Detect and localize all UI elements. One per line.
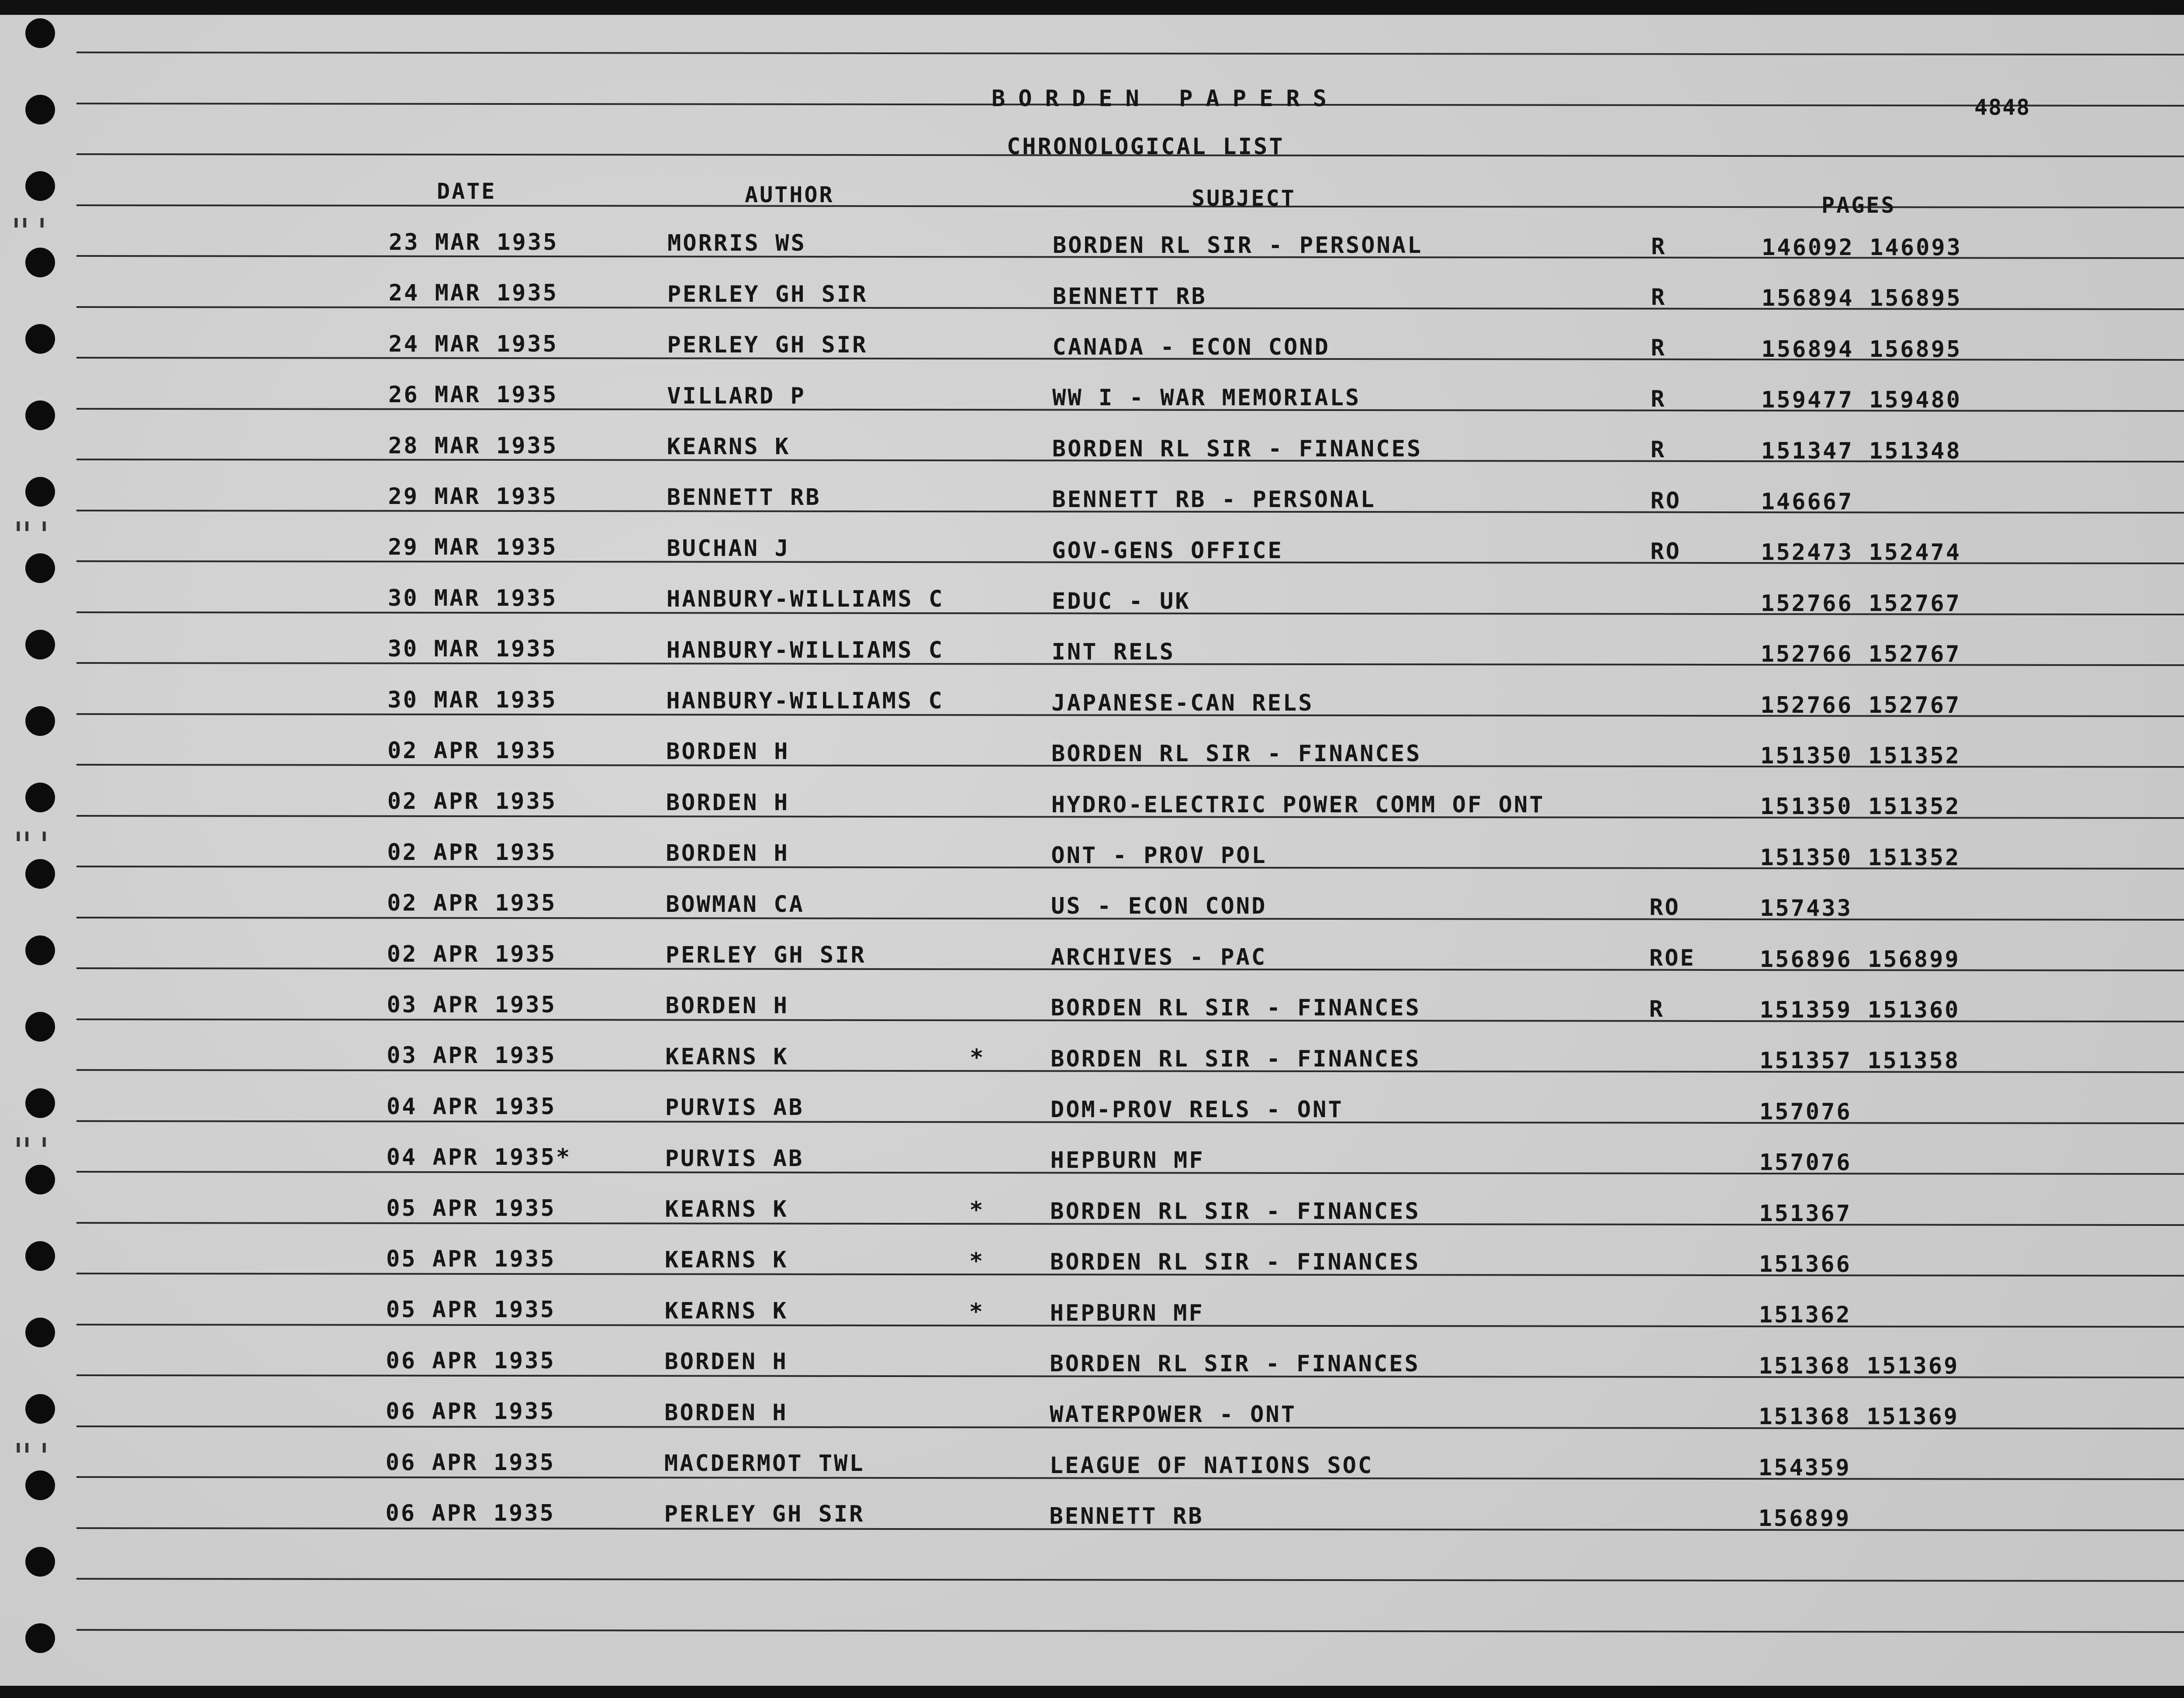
cell-code: RO xyxy=(1649,894,1680,921)
ruled-line xyxy=(76,52,2184,55)
feed-hole-icon xyxy=(25,400,55,430)
cell-pages: 151368 151369 xyxy=(1759,1404,1959,1430)
margin-mark: ıı ı xyxy=(15,1131,50,1151)
page-title: BORDEN PAPERS xyxy=(992,86,1340,112)
cell-subject: WATERPOWER - ONT xyxy=(1050,1401,1296,1428)
cell-pages: 159477 159480 xyxy=(1761,387,1962,414)
cell-code: R xyxy=(1650,437,1666,463)
cell-date: 06 APR 1935 xyxy=(385,1449,556,1476)
cell-author: PERLEY GH SIR xyxy=(665,942,866,968)
feed-hole-icon xyxy=(25,1394,55,1424)
column-header-date: DATE xyxy=(437,179,497,204)
cell-subject: HYDRO-ELECTRIC POWER COMM OF ONT xyxy=(1051,791,1545,818)
cell-subject: INT RELS xyxy=(1051,639,1175,666)
list-subtitle: CHRONOLOGICAL LIST xyxy=(1007,134,1285,160)
cell-subject: ARCHIVES - PAC xyxy=(1051,944,1267,970)
cell-flag: * xyxy=(969,1299,985,1325)
cell-subject: GOV-GENS OFFICE xyxy=(1052,537,1283,564)
cell-subject: BENNETT RB - PERSONAL xyxy=(1052,487,1376,513)
cell-author: PURVIS AB xyxy=(665,1145,804,1172)
cell-author: HANBURY-WILLIAMS C xyxy=(666,586,944,613)
cell-date: 29 MAR 1935 xyxy=(388,483,558,510)
cell-subject: BENNETT RB xyxy=(1049,1503,1204,1530)
cell-date: 05 APR 1935 xyxy=(386,1195,556,1222)
cell-code: R xyxy=(1649,996,1665,1022)
cell-pages: 152766 152767 xyxy=(1760,692,1961,718)
column-header-author: AUTHOR xyxy=(745,182,834,207)
cell-pages: 157076 xyxy=(1759,1149,1852,1176)
cell-subject: BENNETT RB xyxy=(1052,283,1207,310)
feed-hole-icon xyxy=(25,630,55,659)
cell-pages: 152473 152474 xyxy=(1761,539,1962,566)
cell-date: 02 APR 1935 xyxy=(387,738,557,764)
cell-subject: US - ECON COND xyxy=(1051,893,1267,920)
cell-pages: 157076 xyxy=(1759,1098,1852,1125)
cell-code: RO xyxy=(1650,487,1682,514)
cell-author: BUCHAN J xyxy=(667,535,790,562)
cell-author: KEARNS K xyxy=(667,434,791,460)
cell-pages: 151367 xyxy=(1759,1200,1852,1227)
cell-subject: BORDEN RL SIR - FINANCES xyxy=(1051,741,1422,767)
cell-pages: 151347 151348 xyxy=(1761,438,1962,464)
bottom-edge xyxy=(0,1686,2184,1698)
cell-pages: 156896 156899 xyxy=(1759,946,1960,973)
cell-pages: 151366 xyxy=(1759,1251,1852,1277)
cell-pages: 146092 146093 xyxy=(1762,235,1962,261)
cell-author: BENNETT RB xyxy=(667,484,821,511)
cell-subject: EDUC - UK xyxy=(1051,588,1191,614)
cell-flag: * xyxy=(969,1248,985,1274)
cell-date: 02 APR 1935 xyxy=(387,941,557,967)
cell-pages: 156894 156895 xyxy=(1761,285,1962,312)
cell-pages: 156894 156895 xyxy=(1761,336,1962,362)
cell-author: MORRIS WS xyxy=(667,230,806,257)
margin-mark: ıı ı xyxy=(13,212,48,232)
cell-author: BORDEN H xyxy=(666,789,790,816)
cell-date: 23 MAR 1935 xyxy=(389,229,559,255)
cell-subject: ONT - PROV POL xyxy=(1051,842,1267,869)
cell-author: VILLARD P xyxy=(667,383,806,409)
cell-author: HANBURY-WILLIAMS C xyxy=(666,637,944,663)
cell-date: 02 APR 1935 xyxy=(387,839,557,866)
cell-pages: 151350 151352 xyxy=(1760,844,1961,871)
cell-date: 06 APR 1935 xyxy=(386,1347,556,1374)
feed-hole-icon xyxy=(25,248,55,277)
cell-date: 24 MAR 1935 xyxy=(388,331,558,357)
margin-mark: ıı ı xyxy=(15,825,50,846)
feed-hole-icon xyxy=(25,171,55,201)
cell-pages: 151357 151358 xyxy=(1759,1048,1960,1074)
cell-subject: BORDEN RL SIR - FINANCES xyxy=(1051,995,1421,1022)
cell-date: 02 APR 1935 xyxy=(387,890,557,917)
feed-hole-icon xyxy=(25,859,55,889)
cell-subject: WW I - WAR MEMORIALS xyxy=(1052,385,1361,411)
feed-hole-icon xyxy=(25,706,55,736)
cell-pages: 146667 xyxy=(1761,489,1854,515)
cell-author: BORDEN H xyxy=(665,993,789,1019)
cell-date: 05 APR 1935 xyxy=(386,1297,556,1323)
cell-subject: JAPANESE-CAN RELS xyxy=(1051,690,1314,716)
cell-author: PERLEY GH SIR xyxy=(664,1501,865,1528)
cell-pages: 151368 151369 xyxy=(1759,1353,1959,1379)
feed-hole-icon xyxy=(25,1318,55,1347)
top-edge xyxy=(0,0,2184,15)
cell-code: R xyxy=(1651,335,1666,362)
margin-mark: ıı ı xyxy=(15,1437,50,1457)
cell-pages: 151362 xyxy=(1759,1302,1852,1329)
cell-code: R xyxy=(1651,284,1666,311)
cell-author: MACDERMOT TWL xyxy=(664,1450,865,1477)
margin-mark: ıı ı xyxy=(15,515,50,535)
cell-date: 29 MAR 1935 xyxy=(388,534,558,561)
cell-date: 28 MAR 1935 xyxy=(388,432,558,459)
cell-date: 04 APR 1935* xyxy=(386,1144,572,1171)
cell-date: 03 APR 1935 xyxy=(387,992,556,1018)
cell-date: 30 MAR 1935 xyxy=(387,687,557,713)
feed-hole-icon xyxy=(25,1623,55,1653)
cell-pages: 156899 xyxy=(1758,1505,1851,1532)
column-header-pages: PAGES xyxy=(1821,193,1896,218)
cell-subject: HEPBURN MF xyxy=(1050,1147,1205,1174)
cell-code: R xyxy=(1651,386,1666,412)
feed-hole-icon xyxy=(25,1012,55,1042)
feed-hole-icon xyxy=(25,553,55,583)
ruled-line xyxy=(76,1629,2184,1633)
cell-pages: 152766 152767 xyxy=(1760,641,1961,668)
feed-hole-icon xyxy=(25,324,55,354)
cell-date: 30 MAR 1935 xyxy=(387,636,557,663)
cell-subject: BORDEN RL SIR - PERSONAL xyxy=(1053,232,1423,259)
cell-pages: 151350 151352 xyxy=(1760,743,1961,769)
cell-author: PERLEY GH SIR xyxy=(667,332,868,359)
cell-author: KEARNS K xyxy=(665,1043,789,1070)
column-header-subject: SUBJECT xyxy=(1192,186,1296,211)
feed-hole-icon xyxy=(25,95,55,124)
cell-pages: 157433 xyxy=(1760,895,1852,922)
cell-author: KEARNS K xyxy=(665,1247,788,1274)
cell-code: R xyxy=(1651,233,1667,260)
feed-hole-icon xyxy=(25,1547,55,1577)
cell-date: 05 APR 1935 xyxy=(386,1246,556,1272)
ruled-line xyxy=(76,1578,2184,1582)
cell-flag: * xyxy=(970,1045,985,1071)
cell-subject: BORDEN RL SIR - FINANCES xyxy=(1050,1351,1420,1377)
cell-pages: 151359 151360 xyxy=(1759,997,1960,1023)
cell-date: 06 APR 1935 xyxy=(386,1398,556,1425)
cell-author: KEARNS K xyxy=(665,1196,788,1222)
cell-date: 30 MAR 1935 xyxy=(387,585,558,611)
cell-date: 03 APR 1935 xyxy=(387,1042,556,1069)
cell-author: BORDEN H xyxy=(664,1399,788,1426)
cell-subject: CANADA - ECON COND xyxy=(1052,334,1330,360)
cell-pages: 154359 xyxy=(1758,1454,1851,1481)
cell-code: ROE xyxy=(1649,945,1696,972)
cell-author: KEARNS K xyxy=(664,1298,788,1324)
cell-date: 02 APR 1935 xyxy=(387,788,557,815)
cell-subject: BORDEN RL SIR - FINANCES xyxy=(1051,1046,1421,1072)
feed-hole-icon xyxy=(25,1241,55,1271)
feed-hole-icon xyxy=(25,783,55,812)
feed-hole-icon xyxy=(25,1088,55,1118)
cell-author: HANBURY-WILLIAMS C xyxy=(666,688,944,714)
feed-hole-icon xyxy=(25,477,55,507)
cell-subject: BORDEN RL SIR - FINANCES xyxy=(1050,1249,1420,1276)
cell-date: 26 MAR 1935 xyxy=(388,382,558,408)
cell-author: BORDEN H xyxy=(666,840,789,867)
cell-author: BORDEN H xyxy=(666,739,790,765)
feed-hole-icon xyxy=(25,1165,55,1194)
cell-author: BORDEN H xyxy=(664,1349,788,1375)
cell-flag: * xyxy=(969,1197,985,1224)
cell-date: 04 APR 1935 xyxy=(386,1093,556,1120)
cell-pages: 151350 151352 xyxy=(1760,794,1961,820)
cell-subject: BORDEN RL SIR - FINANCES xyxy=(1052,435,1423,462)
cell-author: PERLEY GH SIR xyxy=(667,281,868,307)
cell-author: PURVIS AB xyxy=(665,1094,804,1121)
feed-hole-icon xyxy=(25,1470,55,1500)
cell-code: RO xyxy=(1650,538,1681,565)
cell-subject: HEPBURN MF xyxy=(1050,1300,1204,1326)
cell-date: 24 MAR 1935 xyxy=(388,280,559,307)
cell-pages: 152766 152767 xyxy=(1760,590,1961,617)
cell-author: BOWMAN CA xyxy=(666,891,805,918)
feed-hole-icon xyxy=(25,935,55,965)
cell-subject: LEAGUE OF NATIONS SOC xyxy=(1049,1452,1374,1479)
page-number: 4848 xyxy=(1974,95,2031,120)
cell-date: 06 APR 1935 xyxy=(385,1500,555,1526)
cell-subject: DOM-PROV RELS - ONT xyxy=(1050,1097,1344,1123)
feed-hole-icon xyxy=(25,18,55,48)
cell-subject: BORDEN RL SIR - FINANCES xyxy=(1050,1198,1420,1225)
